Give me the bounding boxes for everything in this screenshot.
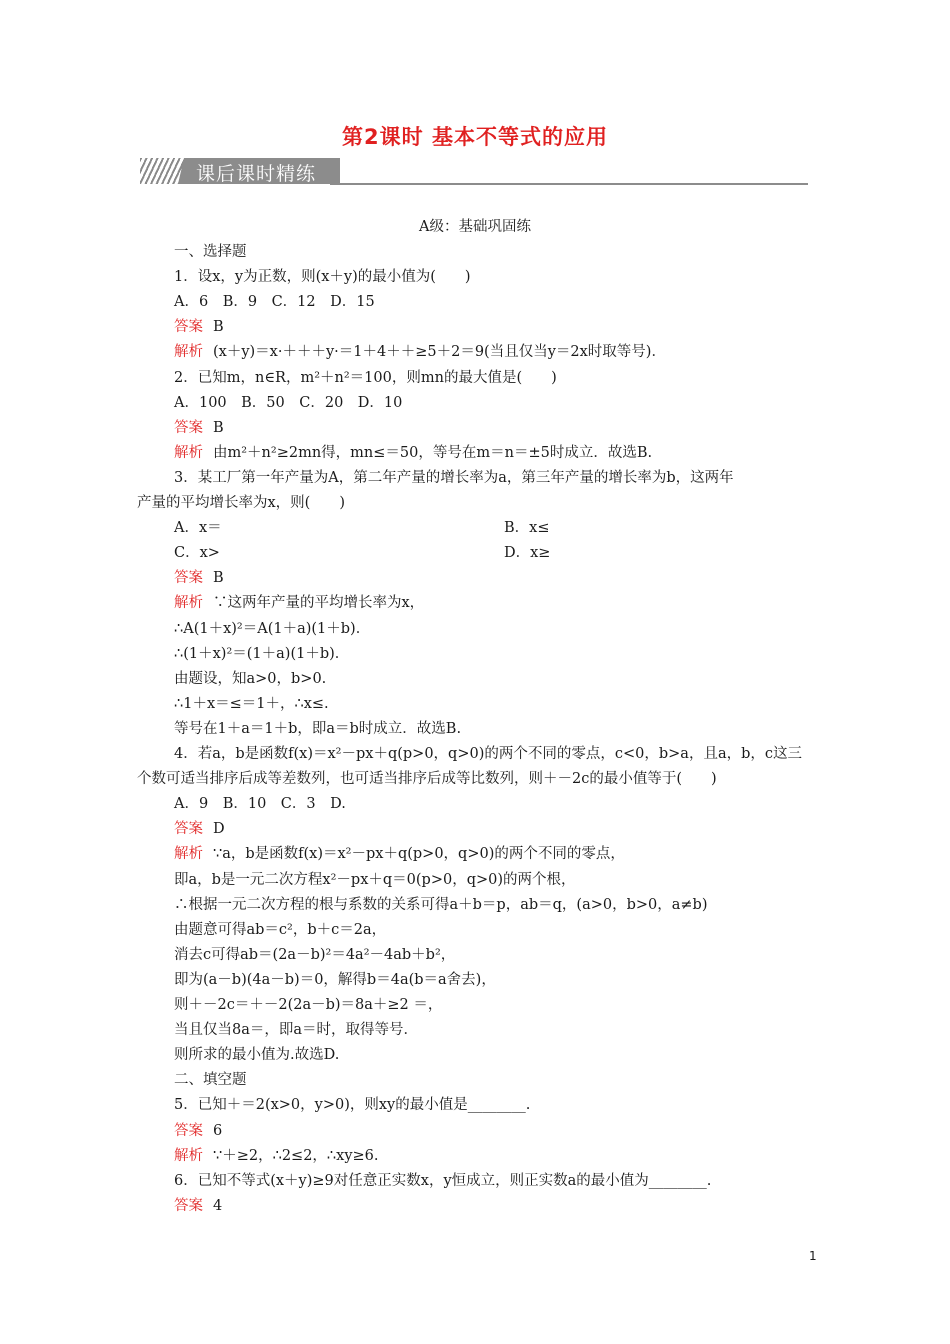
text-line (174, 518, 222, 538)
section-banner (140, 158, 808, 188)
level-heading: A级：基础巩固练 (419, 219, 531, 235)
option-right: B．x≤ (504, 520, 550, 537)
line-text: A．x＝ (174, 520, 222, 537)
banner-label: 课后课时精练 (196, 163, 317, 185)
text-line (174, 242, 247, 262)
line-text: 2．已知m，n∈R，m²＋n²＝100，则mn的最大值是( ) (174, 369, 557, 386)
text-line (174, 1045, 339, 1065)
line-text: 即为(a－b)(4a－b)＝0，解得b＝4a(b＝a舍去)， (174, 971, 496, 988)
text-line (174, 619, 370, 639)
line-text: 等号在1＋a＝1＋b，即a＝b时成立．故选B. (174, 720, 462, 737)
line-text: A．100 B．50 C．20 D．10 (174, 394, 403, 411)
answer-line (174, 418, 224, 438)
line-text: 3．某工厂第一年产量为A，第二年产量的增长率为a，第三年产量的增长率为b，这两年 (174, 469, 734, 486)
line-text: 则所求的最小值为.故选D. (174, 1047, 340, 1064)
label-tag: 答案 (174, 1197, 203, 1214)
text-line (174, 794, 346, 814)
text-line (174, 1171, 711, 1191)
text-line (174, 694, 329, 714)
text-line (174, 1095, 530, 1115)
label-tag: 解析 (174, 1147, 203, 1164)
text-line (174, 719, 461, 739)
line-text: 由m²＋n²≥2mn得，mn≤＝50，等号在m＝n＝±5时成立．故选B. (213, 444, 653, 461)
text-line (174, 393, 402, 413)
line-text: B (213, 319, 224, 336)
line-text: 6 (213, 1122, 223, 1139)
label-tag: 答案 (174, 419, 203, 436)
answer-line (174, 819, 225, 839)
label-tag: 解析 (174, 595, 203, 612)
line-text: ∴1＋x＝≤＝1＋，∴x≤. (174, 695, 329, 712)
analysis-line (174, 593, 424, 613)
text-line (174, 669, 326, 689)
answer-line (174, 1196, 222, 1216)
label-tag: 解析 (174, 444, 203, 461)
line-text: B (213, 419, 224, 436)
text-line (174, 292, 375, 312)
analysis-line (174, 1146, 379, 1166)
analysis-line (174, 443, 652, 463)
text-line (174, 995, 442, 1015)
banner-rule (330, 183, 808, 185)
answer-line (174, 1121, 222, 1141)
line-text: ∵a，b是函数f(x)＝x²－px＋q(p>0，q>0)的两个不同的零点， (213, 846, 625, 863)
page-title: 第2课时 基本不等式的应用 (342, 125, 608, 149)
text-line (174, 1070, 247, 1090)
text-line (174, 368, 557, 388)
line-text: ∴(1＋x)²＝(1＋a)(1＋b)． (174, 645, 350, 662)
line-text: 5．已知＋＝2(x>0，y>0)，则xy的最小值是________. (174, 1097, 531, 1114)
label-tag: 解析 (174, 846, 203, 863)
line-text: 6．已知不等式(x＋y)≥9对任意正实数x，y恒成立，则正实数a的最小值为________. (174, 1172, 712, 1189)
line-text: 产量的平均增长率为x，则( ) (137, 495, 345, 511)
line-text: A．6 B．9 C．12 D．15 (174, 294, 375, 311)
line-text: ∵＋≥2，∴2≤2，∴xy≥6. (213, 1147, 379, 1164)
line-text: ∵这两年产量的平均增长率为x， (213, 595, 425, 612)
line-text: ∴A(1＋x)²＝A(1＋a)(1＋b)． (174, 620, 371, 637)
line-text: 当且仅当8a＝，即a＝时，取得等号． (174, 1022, 419, 1039)
line-text: 由题意可得ab＝c²，b＋c＝2a， (174, 921, 387, 938)
text-line (174, 1020, 418, 1040)
text-line (137, 769, 717, 789)
banner-stripes (140, 158, 184, 184)
line-text: 二、填空题 (174, 1072, 247, 1089)
page-number: 1 (809, 1249, 817, 1263)
answer-line (174, 317, 224, 337)
line-text: 由题设，知a>0，b>0. (174, 670, 327, 687)
line-text: (x＋y)＝x·＋＋＋y·＝1＋4＋＋≥5＋2＝9(当且仅当y＝2x时取等号)． (213, 344, 666, 361)
label-tag: 答案 (174, 821, 203, 838)
text-line (174, 945, 455, 965)
label-tag: 答案 (174, 570, 203, 587)
text-line (174, 644, 349, 664)
line-text: 4 (213, 1197, 223, 1214)
option-right: D．x≥ (504, 545, 551, 562)
text-line (174, 744, 802, 764)
text-line (137, 493, 345, 513)
line-text: 消去c可得ab＝(2a－b)²＝4a²－4ab＋b²， (174, 946, 456, 963)
line-text: 一、选择题 (174, 244, 247, 260)
line-text: 4．若a，b是函数f(x)＝x²－px＋q(p>0，q>0)的两个不同的零点，c<0，b>a，且a，b，c这三 (174, 746, 802, 762)
label-tag: 解析 (174, 344, 203, 361)
text-line (174, 920, 386, 940)
line-text: B (213, 570, 224, 587)
analysis-line (174, 844, 625, 864)
line-text: 1．设x，y为正数，则(x＋y)的最小值为( ) (174, 269, 471, 286)
text-line (174, 895, 707, 915)
analysis-line (174, 342, 666, 362)
text-line (174, 468, 734, 488)
text-line (174, 543, 220, 563)
text-line (174, 267, 471, 287)
line-text: A．9 B．10 C．3 D. (174, 796, 346, 813)
label-tag: 答案 (174, 319, 203, 336)
line-text: 则＋－2c＝＋－2(2a－b)＝8a＋≥2 ＝， (174, 997, 443, 1013)
text-line (174, 870, 576, 890)
label-tag: 答案 (174, 1122, 203, 1139)
line-text: 即a，b是一元二次方程x²－px＋q＝0(p>0，q>0)的两个根， (174, 871, 576, 888)
text-line (174, 970, 496, 990)
line-text: D (213, 821, 225, 838)
line-text: 个数可适当排序后成等差数列，也可适当排序后成等比数列，则＋－2c的最小值等于( ) (137, 771, 717, 788)
answer-line (174, 568, 224, 588)
line-text: ∴根据一元二次方程的根与系数的关系可得a＋b＝p，ab＝q，(a>0，b>0，a≠b) (174, 896, 708, 913)
line-text: C．x> (174, 545, 220, 562)
